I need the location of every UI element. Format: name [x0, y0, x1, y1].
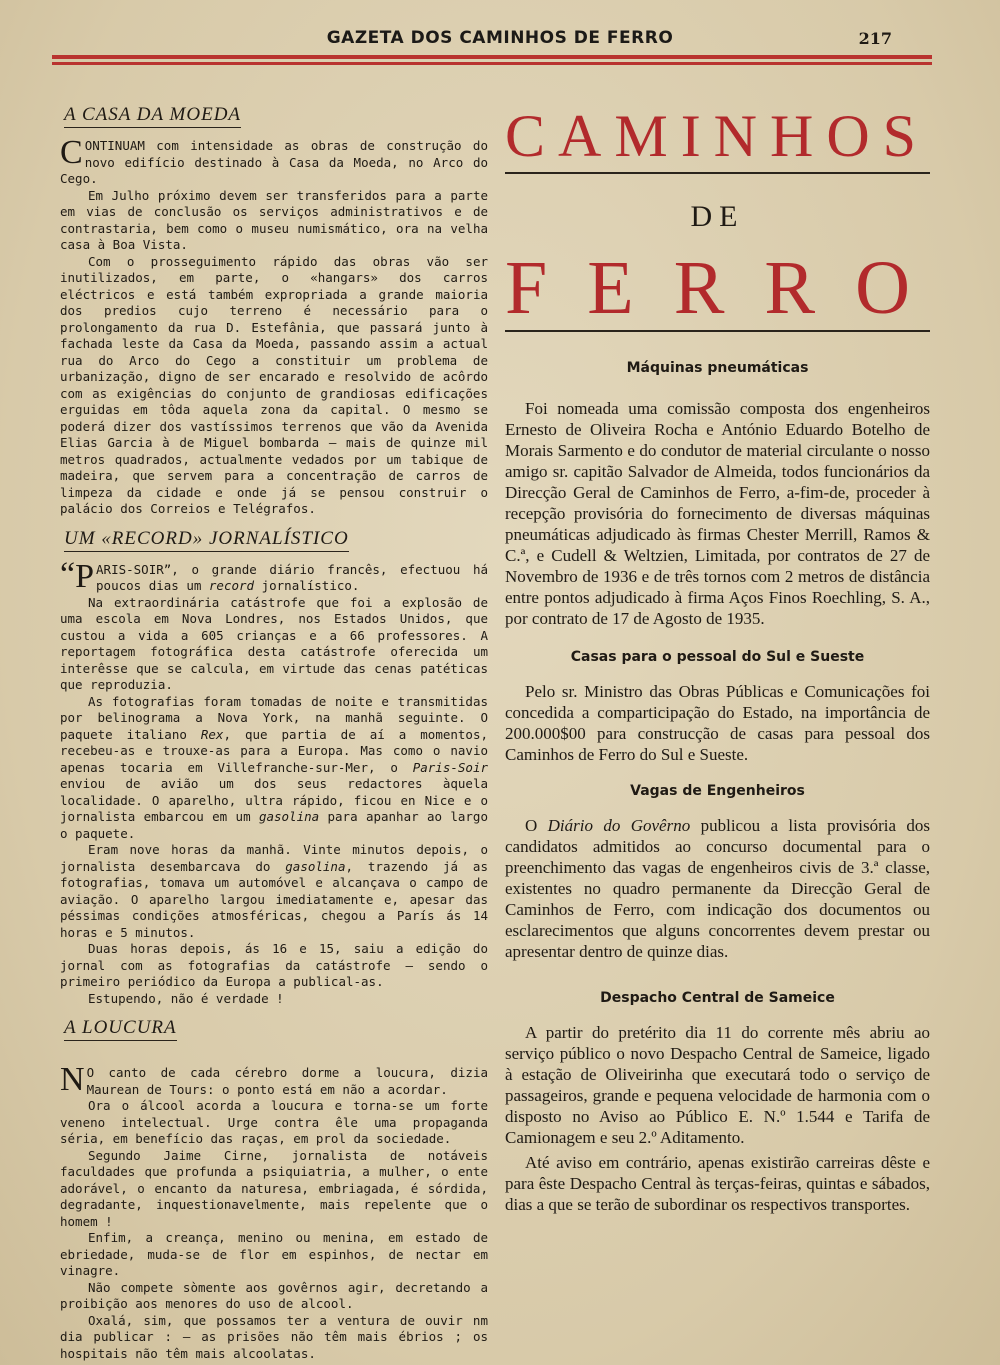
article-record-jornalistico — [60, 528, 488, 1008]
masthead-caminhos: CAMINHOS — [505, 103, 930, 169]
masthead-ferro: FERRO — [505, 246, 950, 330]
article-heading: Vagas de Engenheiros — [630, 783, 805, 799]
article-paragraph: Enfim, a creança, menino ou menina, em estado de ebriedade, muda-se de flor em espinhos, de nectar em vinagre. — [60, 1230, 488, 1278]
article-despacho-sameice — [505, 990, 930, 1215]
article-paragraph: CONTINUAM com intensidade as obras de construção do novo edifício destinado à Casa da Moeda, no Arco do Cego. — [60, 134, 488, 186]
article-paragraph: Oxalá, sim, que possamos ter a ventura de ouvir nm dia publicar : — as prisões não têm mais ébrios ; os hospitais não têm mais alcoolatas. — [60, 1312, 488, 1361]
masthead — [505, 103, 950, 332]
article-heading: Casas para o pessoal do Sul e Sueste — [570, 649, 865, 665]
article-paragraph: O Diário do Govêrno publicou a lista provisória dos candidatos admitidos ao concurso documental para o preenchimento das vagas de engenheiros civis de 3.ª classe, existentes no quadro permanente da Direcção Geral de Caminhos de Ferro, com indicação dos documentos ou esclarecimentos que alguns concorrentes devem prestar ou apresentar dentro de quinze dias. — [505, 816, 931, 961]
article-paragraph: As fotografias foram tomadas de noite e transmitidas por belinograma a Nova York, na manhã seguinte. O paquete italiano Rex, que partia de aí a momentos, recebeu-as e trouxe-as para a Europa. Mas como o navio apenas tocaria em Villefranche-sur-Mer, o Paris-Soir enviou de avião um dos seus redactores àquela localidade. O aparelho, ultra rápido, ficou en Nice e o jornalista embarcou em um gasolina para apanhar ao largo o paquete. — [60, 693, 488, 841]
article-paragraph: Estupendo, não é verdade ! — [88, 990, 284, 1006]
page-number: 217 — [858, 29, 892, 48]
article-paragraph: “ P ARIS-SOIR”, o grande diário francês, efectuou há poucos dias um record jornalístico. — [60, 555, 488, 595]
drop-cap: N — [60, 1061, 85, 1098]
article-paragraph: Não compete sòmente aos govêrnos agir, decretando a proibição aos menores do uso de alcool. — [60, 1279, 488, 1311]
article-casas-pessoal — [505, 649, 930, 765]
article-a-loucura — [60, 1017, 488, 1362]
article-paragraph: Em Julho próximo devem ser transferidos para a parte em vias de conclusão os serviços administrativos e de contrastaria, bem como o museu numismático, ora na velha casa à Boa Vista. — [60, 187, 488, 252]
drop-cap: P — [75, 557, 95, 595]
masthead-de: DE — [690, 200, 745, 233]
left-column — [60, 104, 488, 1362]
article-paragraph: Pelo sr. Ministro das Obras Públicas e Comunicações foi concedida a comparticipação do Estado, na importância de 200.000$00 para construcção de casas para pessoal dos Caminhos de Ferro do Sul e Sueste. — [505, 682, 930, 764]
header-rule-top — [52, 55, 932, 59]
article-paragraph: Segundo Jaime Cirne, jornalista de notáveis faculdades que profunda a psiquiatria, a mulher, o ente adorável, o encanto da naturesa, embriagada, é sórdida, degradante, inquestionavelmente, mais repelente que o homem ! — [60, 1147, 488, 1229]
section-title: UM «RECORD» JORNALÍSTICO — [64, 528, 349, 552]
masthead-rule — [505, 330, 930, 332]
opening-quote: “ — [60, 555, 76, 593]
article-maquinas-pneumaticas — [505, 360, 930, 629]
header-rule-bottom — [52, 62, 932, 65]
article-paragraph: N O canto de cada cérebro dorme a loucura, dizia Maurean de Tours: o ponto está em não a acordar. — [60, 1061, 488, 1098]
article-vagas-engenheiros — [505, 783, 930, 962]
drop-cap: C — [60, 134, 83, 171]
running-header: GAZETA DOS CAMINHOS DE FERRO — [326, 28, 674, 48]
article-paragraph: Na extraordinária catástrofe que foi a explosão de uma escola em Nova Londres, nos Estados Unidos, que custou a vida a 605 crianças e a 66 professores. A reportagem fotográfica desta catástrofe oferecida um interêsse que se calcula, em virtude das cenas patéticas que reproduzia. — [60, 594, 488, 692]
article-paragraph: Com o prosseguimento rápido das obras vão ser inutilizados, em parte, o «hangars» dos carros eléctricos e está também expropriada a grande maioria dos predios cujo terreno é necessário para o prolongamento da rua D. Estefânia, que passará junto à fachada leste da Casa da Moeda, passando assim a actual rua do Arco do Cego a constituir um problema de urbanização, digno de ser encarado e resolvido de acôrdo com as exigências do conjunto de grandiosas edificações erguidas em tôda aquela zona da capital. O mesmo se poderá dizer dos vastíssimos terrenos que vão da Avenida Elias Garcia à de Miguel bombarda — mais de quinze mil metros quadrados, actualmente vedados por um tabique de madeira, que servem para a concentração de carros de limpeza da cidade e onde já se pensou construir o palácio dos Correios e Telégrafos. — [60, 253, 488, 516]
section-title: A LOUCURA — [64, 1017, 177, 1041]
right-column — [505, 103, 950, 1215]
article-paragraph: Até aviso em contrário, apenas existirão carreiras dêste e para êste Despacho Central às terças-feiras, quintas e sábados, dias a que se terão de subordinar os respectivos transportes. — [505, 1153, 930, 1214]
article-paragraph: Duas horas depois, ás 16 e 15, saiu a edição do jornal com as fotografias da catástrofe — sendo o primeiro periódico da Europa a publical-as. — [60, 941, 488, 989]
section-title: A CASA DA MOEDA — [64, 104, 241, 128]
masthead-rule — [505, 172, 930, 174]
article-paragraph: A partir do pretérito dia 11 do corrente mês abriu ao serviço público o novo Despacho Central de Sameice, ligado à estação de Oliveirinha que executará todo o serviço de passageiros, grande e pequena velocidade de harmonia com o disposto no Aviso ao Público E. N.º 1.544 e Tarifa de Camionagem e seu 2.º Aditamento. — [505, 1023, 930, 1147]
article-paragraph: Foi nomeada uma comissão composta dos engenheiros Ernesto de Oliveira Rocha e António Eduardo Botelho de Morais Sarmento e do condutor de material circulante o nosso amigo sr. capitão Salvador de Almeida, todos funcionários da Direcção Geral de Caminhos de Ferro, a-fim-de, proceder à recepção provisória do fornecimento de diversas máquinas pneumáticas adjudicado às firmas Chester Merrill, Ramos & C.ª, e Cudell & Weltzien, Limitada, por contratos de 27 de Novembro de 1936 e de três tornos com 2 metros de distância entre pontos adjudicado à firma Aços Finos Roechling, S. A., por contrato de 17 de Agosto de 1935. — [505, 399, 930, 628]
article-paragraph: Ora o álcool acorda a loucura e torna-se um forte veneno intelectual. Urge contra êle uma propaganda séria, em benefício das raças, em prol da sociedade. — [60, 1098, 488, 1146]
article-casa-da-moeda — [60, 104, 488, 518]
article-heading: Despacho Central de Sameice — [600, 990, 835, 1006]
article-paragraph: Eram nove horas da manhã. Vinte minutos depois, o jornalista desembarcava do gasolina, trazendo já as fotografias, tomava um automóvel e alcançava o campo de aviação. O aparelho largou imediatamente e, apesar das péssimas condições atmosféricas, chegou a París ás 14 horas e 5 minutos. — [60, 842, 488, 940]
article-heading: Máquinas pneumáticas — [626, 360, 809, 376]
